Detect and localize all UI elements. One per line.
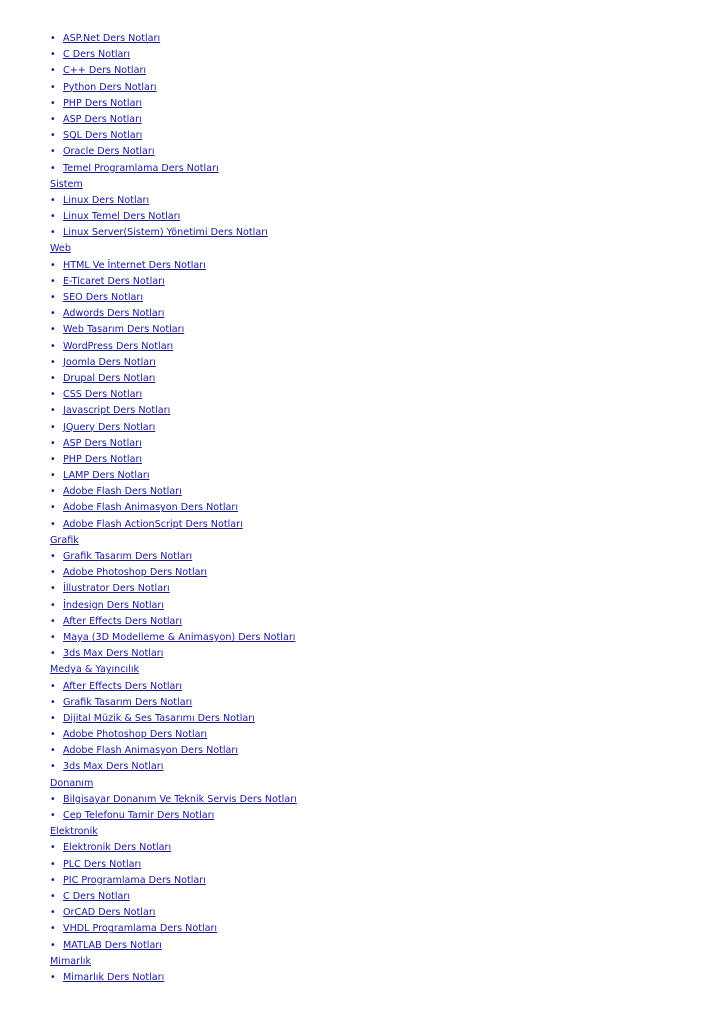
list-item	[50, 873, 710, 889]
list-item	[50, 759, 710, 775]
list-item	[50, 161, 710, 177]
list-item-link[interactable]: ASP Ders Notları	[63, 437, 142, 449]
list-item-link[interactable]: Web Tasarım Ders Notları	[63, 324, 185, 336]
list-item-link[interactable]: Drupal Ders Notları	[63, 372, 156, 384]
list-item	[50, 743, 710, 759]
list-item	[50, 468, 710, 484]
bullet-icon: •	[50, 389, 56, 401]
list-item	[50, 63, 710, 79]
list-item-link[interactable]: Linux Ders Notları	[63, 194, 150, 206]
list-item	[50, 727, 710, 743]
bullet-icon: •	[50, 356, 56, 368]
bullet-icon: •	[50, 292, 56, 303]
list-item	[50, 452, 710, 468]
bullet-icon: •	[50, 583, 56, 595]
list-item-link[interactable]: PLC Ders Notları	[63, 858, 142, 870]
list-item	[50, 193, 710, 209]
bullet-icon: •	[50, 712, 56, 724]
list-item-link[interactable]: C Ders Notları	[63, 890, 130, 902]
list-item-link[interactable]: ASP.Net Ders Notları	[63, 33, 161, 44]
bullet-icon: •	[50, 486, 56, 498]
list-item-link[interactable]: JQuery Ders Notları	[63, 421, 156, 433]
list-item	[50, 209, 710, 225]
bullet-icon: •	[50, 194, 56, 206]
list-item	[50, 646, 710, 662]
section-heading-link[interactable]: Sistem	[50, 178, 83, 190]
list-item-link[interactable]: Maya (3D Modelleme & Animasyon) Ders Notları	[63, 631, 296, 643]
section-heading-link[interactable]: Donanım	[50, 777, 94, 789]
list-item-link[interactable]: Cep Telefonu Tamir Ders Notları	[63, 810, 215, 821]
list-item-link[interactable]: SQL Ders Notları	[63, 130, 143, 142]
bullet-icon: •	[50, 211, 56, 223]
list-item-link[interactable]: Dijital Müzik & Ses Tasarımı Ders Notları	[63, 712, 255, 724]
list-item-link[interactable]: PHP Ders Notları	[63, 453, 143, 465]
list-item	[50, 31, 710, 47]
list-item	[50, 517, 710, 533]
bullet-icon: •	[50, 113, 56, 125]
list-item-link[interactable]: Adobe Flash ActionScript Ders Notları	[63, 518, 243, 530]
list-item-link[interactable]: Elektronik Ders Notları	[63, 842, 172, 854]
list-item-link[interactable]: Linux Server(Sistem) Yönetimi Ders Notları	[63, 227, 268, 239]
bullet-icon: •	[50, 874, 56, 886]
section-heading-sistem	[50, 177, 710, 193]
list-item	[50, 47, 710, 63]
list-item	[50, 889, 710, 905]
list-item	[50, 339, 710, 355]
list-item	[50, 436, 710, 452]
list-item	[50, 484, 710, 500]
list-item	[50, 581, 710, 597]
bullet-icon: •	[50, 907, 56, 919]
course-notes-list	[50, 31, 710, 986]
section-heading-link[interactable]: Grafik	[50, 534, 79, 546]
list-item	[50, 921, 710, 937]
list-item-link[interactable]: Javascript Ders Notları	[63, 405, 171, 417]
list-item-link[interactable]: PIC Programlama Ders Notları	[63, 874, 206, 886]
list-item-link[interactable]: LAMP Ders Notları	[63, 470, 150, 482]
list-item-link[interactable]: Joomla Ders Notları	[63, 356, 156, 368]
list-item-link[interactable]: Linux Temel Ders Notları	[63, 211, 181, 223]
bullet-icon: •	[50, 405, 56, 417]
bullet-icon: •	[50, 810, 56, 821]
section-heading-elektronik	[50, 824, 710, 840]
list-item	[50, 679, 710, 695]
bullet-icon: •	[50, 551, 56, 562]
list-item-link[interactable]: Mimarlık Ders Notları	[63, 971, 165, 983]
section-heading-donanim	[50, 776, 710, 792]
list-item	[50, 711, 710, 727]
bullet-icon: •	[50, 939, 56, 951]
list-item	[50, 80, 710, 96]
list-item-link[interactable]: CSS Ders Notları	[63, 389, 143, 401]
list-item-link[interactable]: C Ders Notları	[63, 49, 130, 61]
list-item	[50, 695, 710, 711]
bullet-icon: •	[50, 890, 56, 902]
list-item	[50, 905, 710, 921]
list-item-link[interactable]: İndesign Ders Notları	[63, 599, 165, 611]
bullet-icon: •	[50, 49, 56, 61]
list-item	[50, 290, 710, 306]
bullet-icon: •	[50, 421, 56, 433]
list-item-link[interactable]: HTML Ve İnternet Ders Notları	[63, 259, 206, 271]
list-item-link[interactable]: Adwords Ders Notları	[63, 308, 165, 320]
list-item	[50, 371, 710, 387]
bullet-icon: •	[50, 648, 56, 660]
section-heading-link[interactable]: Elektronik	[50, 826, 98, 838]
bullet-icon: •	[50, 340, 56, 352]
bullet-icon: •	[50, 842, 56, 854]
bullet-icon: •	[50, 729, 56, 741]
list-item-link[interactable]: Temel Programlama Ders Notları	[63, 162, 219, 174]
bullet-icon: •	[50, 858, 56, 870]
section-heading-link[interactable]: Web	[50, 243, 71, 255]
section-heading-medya-yayincilik	[50, 662, 710, 678]
list-item	[50, 614, 710, 630]
bullet-icon: •	[50, 567, 56, 579]
bullet-icon: •	[50, 923, 56, 935]
list-item	[50, 857, 710, 873]
bullet-icon: •	[50, 971, 56, 983]
list-item-link[interactable]: WordPress Ders Notları	[63, 340, 174, 352]
section-heading-link[interactable]: Medya & Yayıncılık	[50, 664, 140, 676]
list-item	[50, 840, 710, 856]
list-item-link[interactable]: Adobe Photoshop Ders Notları	[63, 567, 208, 579]
bullet-icon: •	[50, 518, 56, 530]
list-item	[50, 403, 710, 419]
bullet-icon: •	[50, 680, 56, 692]
list-item-link[interactable]: VHDL Programlama Ders Notları	[63, 923, 218, 935]
bullet-icon: •	[50, 162, 56, 174]
list-item	[50, 322, 710, 338]
list-item	[50, 420, 710, 436]
list-item	[50, 144, 710, 160]
bullet-icon: •	[50, 65, 56, 77]
bullet-icon: •	[50, 372, 56, 384]
list-item-link[interactable]: İllustrator Ders Notları	[63, 583, 170, 595]
bullet-icon: •	[50, 97, 56, 109]
list-item	[50, 112, 710, 128]
list-item	[50, 258, 710, 274]
list-item	[50, 938, 710, 954]
bullet-icon: •	[50, 146, 56, 158]
list-item-link[interactable]: Adobe Photoshop Ders Notları	[63, 729, 208, 741]
section-heading-web	[50, 241, 710, 257]
section-heading-link[interactable]: Mimarlık	[50, 955, 91, 967]
bullet-icon: •	[50, 81, 56, 93]
list-item-link[interactable]: E-Ticaret Ders Notları	[63, 275, 165, 287]
bullet-icon: •	[50, 631, 56, 643]
bullet-icon: •	[50, 453, 56, 465]
bullet-icon: •	[50, 130, 56, 142]
list-item-link[interactable]: ASP Ders Notları	[63, 113, 142, 125]
bullet-icon: •	[50, 33, 56, 44]
list-item	[50, 565, 710, 581]
bullet-icon: •	[50, 502, 56, 514]
bullet-icon: •	[50, 259, 56, 271]
list-item	[50, 792, 710, 808]
list-item	[50, 355, 710, 371]
list-item	[50, 598, 710, 614]
list-item	[50, 970, 710, 986]
document-page	[50, 31, 710, 986]
list-item	[50, 500, 710, 516]
bullet-icon: •	[50, 793, 56, 805]
list-item	[50, 306, 710, 322]
bullet-icon: •	[50, 599, 56, 611]
list-item-link[interactable]: OrCAD Ders Notları	[63, 907, 156, 919]
bullet-icon: •	[50, 761, 56, 773]
list-item-link[interactable]: 3ds Max Ders Notları	[63, 761, 164, 773]
bullet-icon: •	[50, 696, 56, 708]
list-item	[50, 128, 710, 144]
list-item-link[interactable]: Adobe Flash Animasyon Ders Notları	[63, 502, 239, 514]
list-item-link[interactable]: C++ Ders Notları	[63, 65, 147, 77]
bullet-icon: •	[50, 470, 56, 482]
bullet-icon: •	[50, 437, 56, 449]
list-item-link[interactable]: After Effects Ders Notları	[63, 615, 182, 627]
list-item	[50, 549, 710, 565]
list-item-link[interactable]: MATLAB Ders Notları	[63, 939, 162, 951]
bullet-icon: •	[50, 745, 56, 757]
list-item-link[interactable]: Adobe Flash Animasyon Ders Notları	[63, 745, 239, 757]
list-item	[50, 808, 710, 824]
list-item-link[interactable]: Bilgisayar Donanım Ve Teknik Servis Ders Notları	[63, 793, 297, 805]
list-item-link[interactable]: Grafik Tasarım Ders Notları	[63, 551, 193, 562]
list-item-link[interactable]: After Effects Ders Notları	[63, 680, 182, 692]
list-item-link[interactable]: Grafik Tasarım Ders Notları	[63, 696, 193, 708]
list-item-link[interactable]: PHP Ders Notları	[63, 97, 143, 109]
bullet-icon: •	[50, 324, 56, 336]
list-item	[50, 274, 710, 290]
list-item-link[interactable]: 3ds Max Ders Notları	[63, 648, 164, 660]
bullet-icon: •	[50, 275, 56, 287]
list-item-link[interactable]: Adobe Flash Ders Notları	[63, 486, 182, 498]
list-item-link[interactable]: Python Ders Notları	[63, 81, 157, 93]
list-item	[50, 387, 710, 403]
bullet-icon: •	[50, 308, 56, 320]
section-heading-grafik	[50, 533, 710, 549]
section-heading-mimarlik	[50, 954, 710, 970]
list-item	[50, 96, 710, 112]
list-item-link[interactable]: Oracle Ders Notları	[63, 146, 155, 158]
bullet-icon: •	[50, 227, 56, 239]
list-item-link[interactable]: SEO Ders Notları	[63, 292, 143, 303]
list-item	[50, 225, 710, 241]
list-item	[50, 630, 710, 646]
bullet-icon: •	[50, 615, 56, 627]
